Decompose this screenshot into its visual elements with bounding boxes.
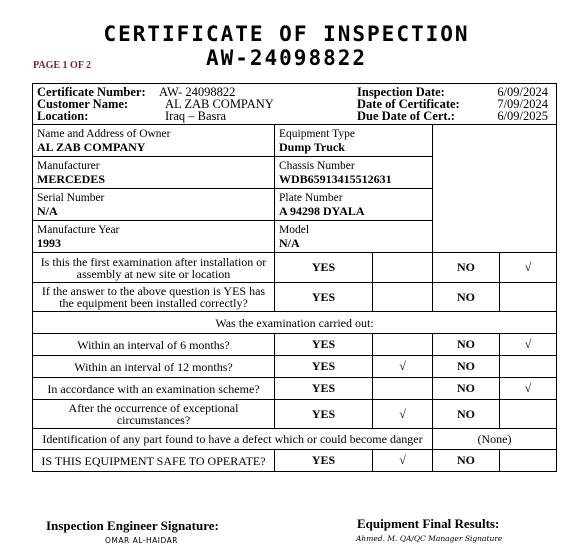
serial-value: N/A <box>37 203 58 218</box>
model-cell <box>275 221 433 253</box>
plate-cell <box>275 189 433 221</box>
no-tick-cell[interactable] <box>500 356 557 378</box>
question-safe-to-operate: IS THIS EQUIPMENT SAFE TO OPERATE? <box>33 450 275 472</box>
no-tick-cell[interactable] <box>500 400 557 429</box>
manufacturer-cell <box>33 157 275 189</box>
location-value: Iraq – Basra <box>165 109 227 123</box>
location-label: Location: <box>37 109 89 123</box>
equipment-type-label: Equipment Type <box>279 127 355 140</box>
no-tick-mark[interactable]: √ <box>500 334 557 356</box>
yes-label: YES <box>275 334 373 356</box>
inspection-date-value: 6/09/2024 <box>497 85 549 99</box>
header-row <box>33 84 557 125</box>
manufacturer-value: MERCEDES <box>37 171 106 186</box>
equipment-type-cell <box>275 125 433 157</box>
owner-cell <box>33 125 275 157</box>
yes-tick-cell[interactable] <box>373 283 433 312</box>
no-tick-mark[interactable]: √ <box>500 378 557 400</box>
certificate-number-title: AW-24098822 <box>205 46 368 70</box>
chassis-label: Chassis Number <box>279 159 355 172</box>
no-label: NO <box>433 356 500 378</box>
yes-label: YES <box>275 356 373 378</box>
no-tick-cell[interactable] <box>500 283 557 312</box>
due-date-value: 6/09/2025 <box>497 109 549 123</box>
engineer-name: OMAR AL-HAIDAR <box>105 536 178 545</box>
plate-value: A 94298 DYALA <box>279 203 365 218</box>
model-value: N/A <box>279 235 300 250</box>
cert-number-label: Certificate Number: <box>37 85 146 99</box>
plate-label: Plate Number <box>279 191 343 204</box>
no-tick-cell[interactable] <box>500 450 557 472</box>
question-exceptional: After the occurrence of exceptional circumstances? <box>33 400 275 429</box>
owner-label: Name and Address of Owner <box>37 127 171 140</box>
date-certificate-value: 7/09/2024 <box>497 97 549 111</box>
year-value: 1993 <box>37 235 61 250</box>
question-first-exam: Is this the first examination after installation or assembly at new site or location <box>33 253 275 283</box>
inspection-date-label: Inspection Date: <box>357 85 445 99</box>
question-installed-correctly: If the answer to the above question is YES has the equipment been installed correctly? <box>33 283 275 312</box>
chassis-cell <box>275 157 433 189</box>
page-indicator: PAGE 1 OF 2 <box>33 60 92 71</box>
model-label: Model <box>279 223 310 236</box>
yes-tick-cell[interactable] <box>373 253 433 283</box>
engineer-signature-label: Inspection Engineer Signature: <box>46 518 219 533</box>
question-row-scheme <box>33 378 557 400</box>
yes-tick-cell[interactable] <box>373 378 433 400</box>
yes-label: YES <box>275 400 373 429</box>
equipment-type-value: Dump Truck <box>279 139 345 154</box>
manager-signature: Ahmed. M. QA/QC Manager Signature <box>356 534 503 543</box>
yes-tick-mark[interactable]: √ <box>373 400 433 429</box>
yes-label: YES <box>275 450 373 472</box>
yes-label: YES <box>275 378 373 400</box>
no-label: NO <box>433 253 500 283</box>
manufacturer-label: Manufacturer <box>37 159 100 172</box>
defect-answer: (None) <box>433 429 557 450</box>
question-row-installed <box>33 283 557 312</box>
no-label: NO <box>433 334 500 356</box>
due-date-label: Due Date of Cert.: <box>357 109 455 123</box>
question-row-defect <box>33 429 557 450</box>
serial-label: Serial Number <box>37 191 105 204</box>
section-heading: Was the examination carried out: <box>33 312 557 334</box>
info-row-owner <box>33 125 557 157</box>
question-12-months: Within an interval of 12 months? <box>33 356 275 378</box>
no-label: NO <box>433 400 500 429</box>
cert-number-value: AW- 24098822 <box>159 85 236 99</box>
no-label: NO <box>433 378 500 400</box>
yes-label: YES <box>275 283 373 312</box>
question-row-safe <box>33 450 557 472</box>
question-row-6-months <box>33 334 557 356</box>
no-label: NO <box>433 450 500 472</box>
serial-cell <box>33 189 275 221</box>
date-certificate-label: Date of Certificate: <box>357 97 460 111</box>
question-examination-scheme: In accordance with an examination scheme? <box>33 378 275 400</box>
chassis-value: WDB65913415512631 <box>279 171 392 186</box>
yes-tick-cell[interactable] <box>373 334 433 356</box>
owner-value: AL ZAB COMPANY <box>37 139 146 154</box>
question-6-months: Within an interval of 6 months? <box>33 334 275 356</box>
question-row-12-months <box>33 356 557 378</box>
year-label: Manufacture Year <box>37 223 120 236</box>
inspection-table <box>32 83 557 472</box>
certificate-header <box>33 84 557 125</box>
question-defect: Identification of any part found to have a defect which or could become danger <box>33 429 433 450</box>
no-tick-mark[interactable]: √ <box>500 253 557 283</box>
customer-name-label: Customer Name: <box>37 97 129 111</box>
section-row <box>33 312 557 334</box>
question-row-exceptional <box>33 400 557 429</box>
yes-tick-mark[interactable]: √ <box>373 356 433 378</box>
year-cell <box>33 221 275 253</box>
question-row-first-exam <box>33 253 557 283</box>
no-label: NO <box>433 283 500 312</box>
yes-tick-mark[interactable]: √ <box>373 450 433 472</box>
customer-name-value: AL ZAB COMPANY <box>165 97 274 111</box>
final-results-label: Equipment Final Results: <box>357 516 500 531</box>
yes-label: YES <box>275 253 373 283</box>
info-blank-area <box>433 125 557 253</box>
certificate-title: CERTIFICATE OF INSPECTION <box>103 22 470 46</box>
